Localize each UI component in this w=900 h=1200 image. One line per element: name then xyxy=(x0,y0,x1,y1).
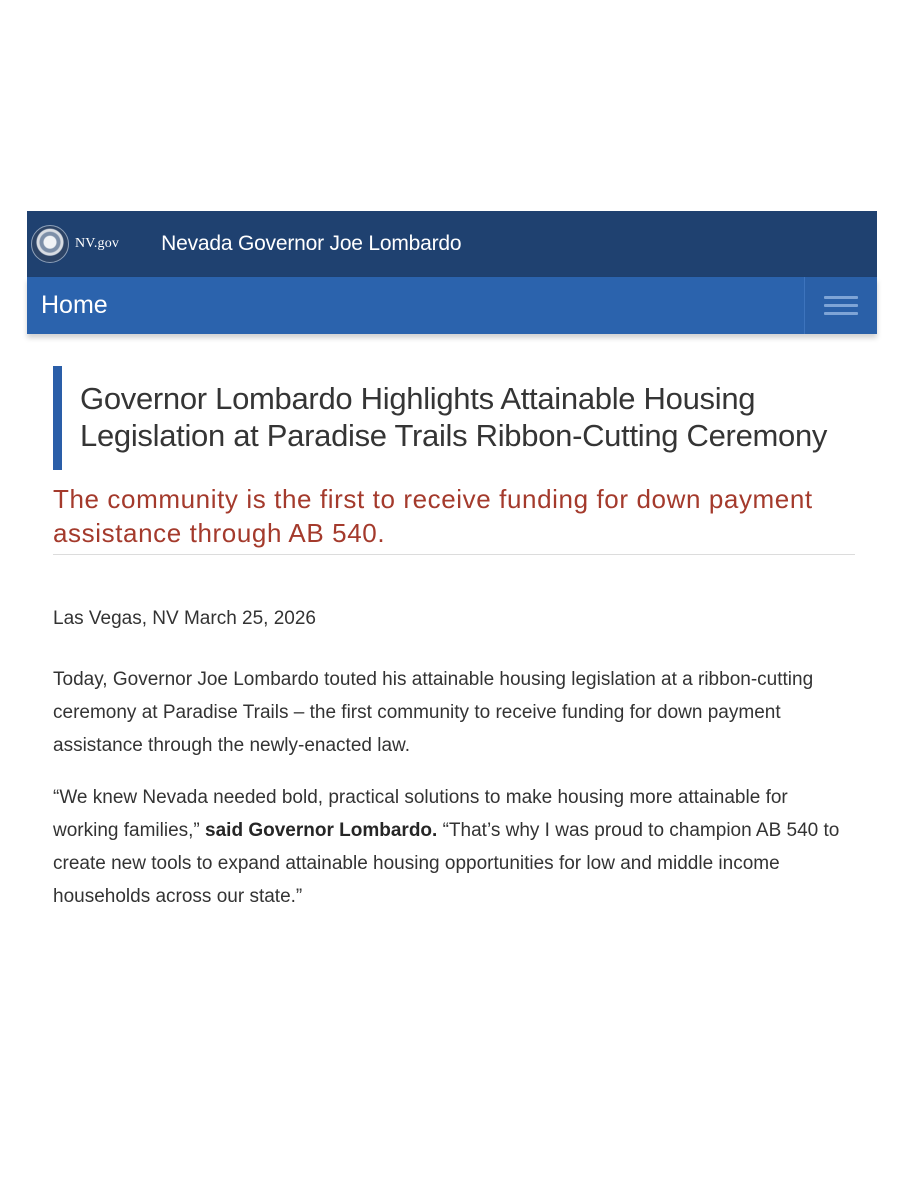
quote-part-2: “That’s why I was proud to champion AB 540 to create new tools to expand attainable housing opportunities for low and middle income households across our state.” xyxy=(53,820,840,907)
paragraph-1-text: Today, Governor Joe Lombardo touted his attainable housing legislation at a ribbon-cutting ceremony at Paradise Trails – the first community to receive funding for down payment assistance through the newly-enacted law. xyxy=(53,669,814,756)
article-subtitle: The community is the first to receive funding for down payment assistance through AB 540. xyxy=(53,482,855,555)
article-content xyxy=(27,366,877,913)
site-title[interactable]: Nevada Governor Joe Lombardo xyxy=(161,232,462,255)
hamburger-menu-icon xyxy=(824,296,858,299)
site-header xyxy=(27,211,877,277)
hamburger-menu-icon xyxy=(824,312,858,315)
quote-attribution: said Governor Lombardo. xyxy=(205,820,438,841)
quote-part-1: “We knew Nevada needed bold, practical solutions to make housing more attainable for working families,” xyxy=(53,787,788,841)
main-nav xyxy=(27,277,877,334)
headline-block xyxy=(53,366,855,470)
article-dateline: Las Vegas, NV March 25, 2026 xyxy=(53,608,316,629)
hamburger-menu-icon xyxy=(824,304,858,307)
menu-toggle-button[interactable] xyxy=(804,277,877,334)
nvgov-link[interactable]: NV.gov xyxy=(75,236,120,251)
page-frame xyxy=(27,211,877,932)
nav-home-link[interactable]: Home xyxy=(41,291,108,319)
article-paragraph-1 xyxy=(53,663,855,762)
article-paragraph-2 xyxy=(53,781,855,913)
article-title: Governor Lombardo Highlights Attainable Housing Legislation at Paradise Trails Ribbon-Cutting Ceremony xyxy=(80,381,828,453)
nevada-seal-icon[interactable] xyxy=(31,225,69,263)
